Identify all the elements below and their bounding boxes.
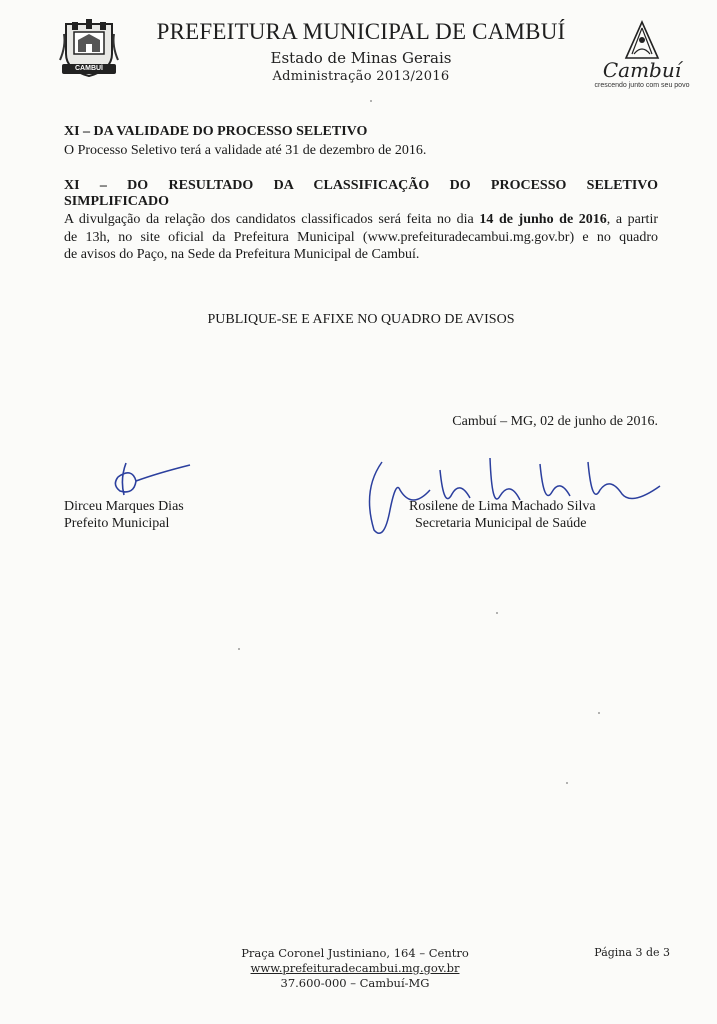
municipal-crest bbox=[56, 16, 122, 82]
secretary-role: Secretaria Municipal de Saúde bbox=[415, 516, 587, 531]
footer-address: Praça Coronel Justiniano, 164 – Centro bbox=[241, 946, 469, 960]
city-brand-logo bbox=[586, 18, 698, 98]
footer-cep: 37.600-000 – Cambuí-MG bbox=[280, 976, 430, 990]
publish-notice: PUBLIQUE-SE E AFIXE NO QUADRO DE AVISOS bbox=[207, 312, 515, 327]
scan-speck bbox=[598, 712, 600, 714]
mayor-name: Dirceu Marques Dias bbox=[64, 499, 184, 514]
scan-speck bbox=[566, 782, 568, 784]
footer-website-link[interactable]: www.prefeituradecambui.mg.gov.br bbox=[250, 961, 460, 975]
section-result-title-cont: SIMPLIFICADO bbox=[64, 194, 170, 209]
section-result-line-2: de 13h, no site oficial da Prefeitura Municipal (www.prefeituradecambui.mg.gov.br) e no quadro bbox=[64, 230, 658, 245]
section-result-line-3: de avisos do Paço, na Sede da Prefeitura Municipal de Cambuí. bbox=[64, 247, 420, 262]
mayor-role: Prefeito Municipal bbox=[64, 516, 170, 531]
result-line1-tail: , a partir bbox=[606, 212, 658, 227]
brand-tagline: crescendo junto com seu povo bbox=[594, 82, 690, 89]
section-result-line-1 bbox=[64, 211, 658, 229]
section-validity-text: O Processo Seletivo terá a validade até 31 de dezembro de 2016. bbox=[64, 143, 427, 158]
section-validity-title: XI – DA VALIDADE DO PROCESSO SELETIVO bbox=[64, 124, 368, 139]
crest-label: CAMBUÍ bbox=[75, 65, 103, 72]
brand-logo-text: Cambuí bbox=[602, 58, 682, 82]
header-title: PREFEITURA MUNICIPAL DE CAMBUÍ bbox=[156, 19, 566, 44]
result-line1-text: A divulgação da relação dos candidatos classificados será feita no dia bbox=[64, 212, 480, 227]
scan-speck bbox=[238, 648, 240, 650]
header-state: Estado de Minas Gerais bbox=[270, 49, 452, 67]
result-date-bold: 14 de junho de 2016 bbox=[479, 212, 607, 227]
header-administration: Administração 2013/2016 bbox=[272, 69, 450, 84]
secretary-name: Rosilene de Lima Machado Silva bbox=[409, 499, 596, 514]
scan-speck bbox=[370, 100, 372, 102]
scan-speck bbox=[496, 612, 498, 614]
section-result-title: XI – DO RESULTADO DA CLASSIFICAÇÃO DO PROCESSO SELETIVO bbox=[64, 178, 658, 193]
page-number: Página 3 de 3 bbox=[594, 946, 670, 959]
date-line: Cambuí – MG, 02 de junho de 2016. bbox=[452, 414, 658, 429]
